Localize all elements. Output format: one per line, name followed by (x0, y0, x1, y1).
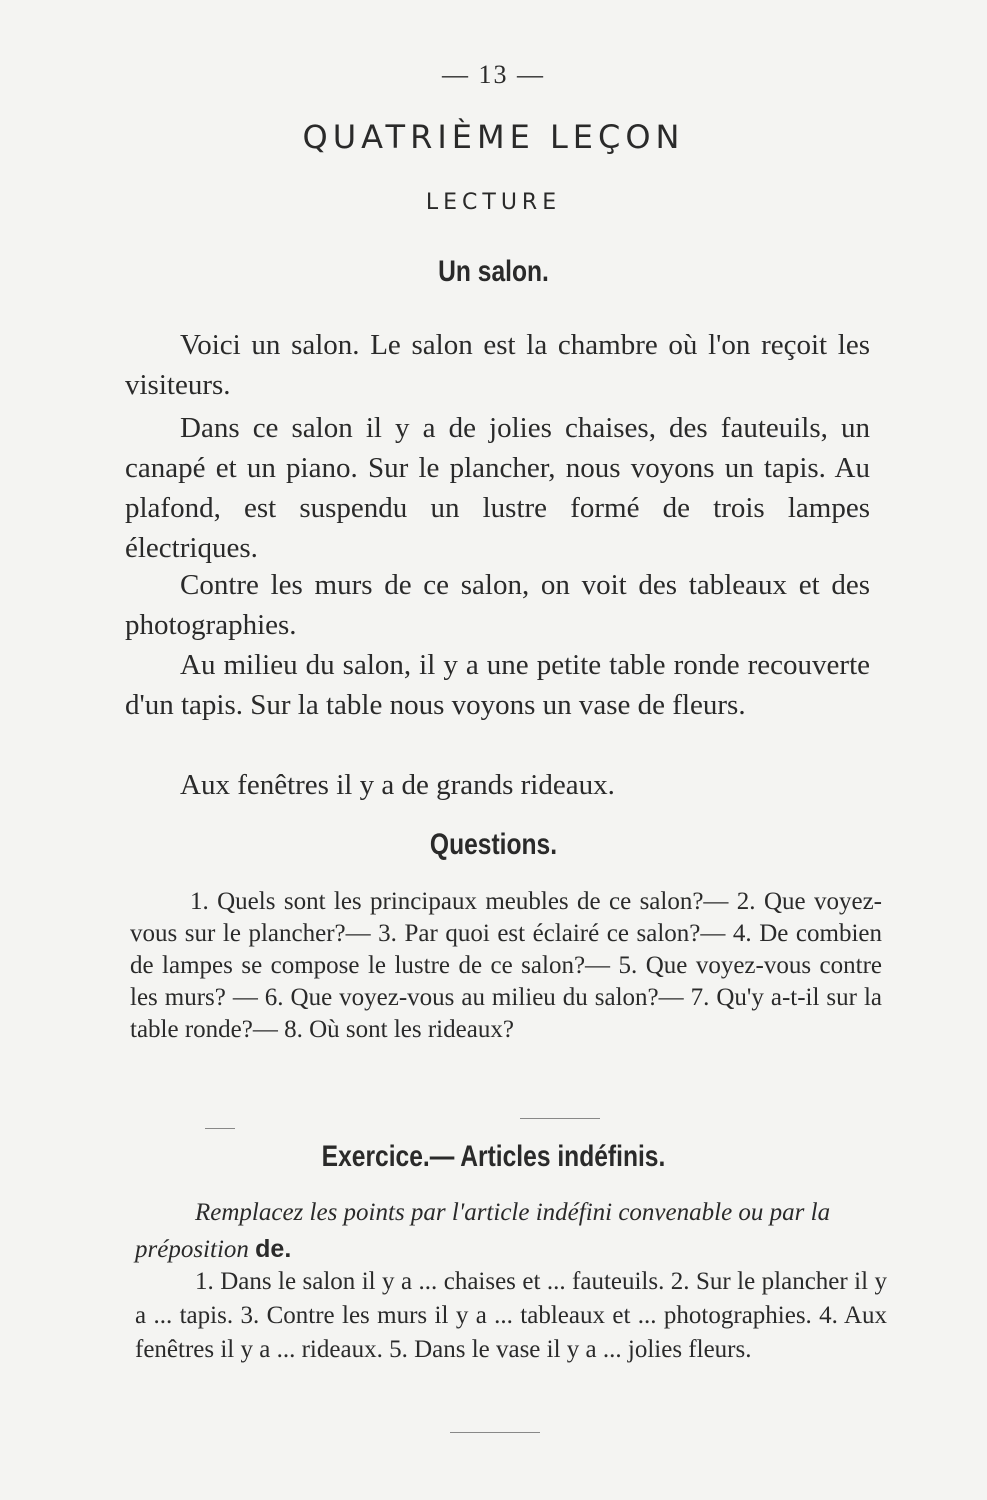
exercise-instruction-text: Remplacez les points par l'article indéfini convenable ou par la préposition (135, 1199, 831, 1263)
bottom-divider (450, 1432, 540, 1433)
divider-line (520, 1118, 600, 1119)
paragraph-4: Au milieu du salon, il y a une petite table ronde recouverte d'un tapis. Sur la table nous voyons un vase de fleurs. (125, 649, 870, 721)
questions-text: 1. Quels sont les principaux meubles de ce salon?— 2. Que voyez-vous sur le plancher?— 3. Par quoi est éclairé ce salon?— 4. De combien de lampes se compose le lustre de ce salon?— 5. Que voyez-vous contre les murs? — 6. Que voyez-vous au milieu du salon?— 7. Qu'y a-t-il sur la table ronde?— 8. Où sont les rideaux? (130, 888, 882, 1043)
paragraph-3: Contre les murs de ce salon, on voit des tableaux et des photographies. (125, 569, 870, 641)
paragraph-1: Voici un salon. Le salon est la chambre où l'on reçoit les visiteurs. (125, 329, 870, 401)
exercise-instruction (135, 1195, 880, 1268)
page-number: — 13 — (442, 60, 545, 89)
lesson-title: QUATRIÈME LEÇON (302, 118, 685, 156)
exercise-title: Exercice.— Articles indéfinis. (321, 1140, 666, 1173)
divider-mark (205, 1128, 235, 1129)
reading-title: Un salon. (438, 255, 549, 288)
exercise-instruction-bold: de. (255, 1235, 292, 1263)
paragraph-5: Aux fenêtres il y a de grands rideaux. (180, 769, 615, 801)
section-label: LECTURE (425, 190, 562, 215)
exercise-text: 1. Dans le salon il y a ... chaises et ... fauteuils. 2. Sur le plancher il y a ... tapis. 3. Contre les murs il y a ... tableaux et ... photographies. 4. Aux fenêtres il y a ... rideaux. 5. Dans le vase il y a ... jolies fleurs. (135, 1268, 887, 1363)
paragraph-2: Dans ce salon il y a de jolies chaises, des fauteuils, un canapé et un piano. Sur le plancher, nous voyons un tapis. Au plafond, est suspendu un lustre formé de trois lampes électriques. (125, 412, 870, 564)
questions-title: Questions. (429, 828, 558, 861)
